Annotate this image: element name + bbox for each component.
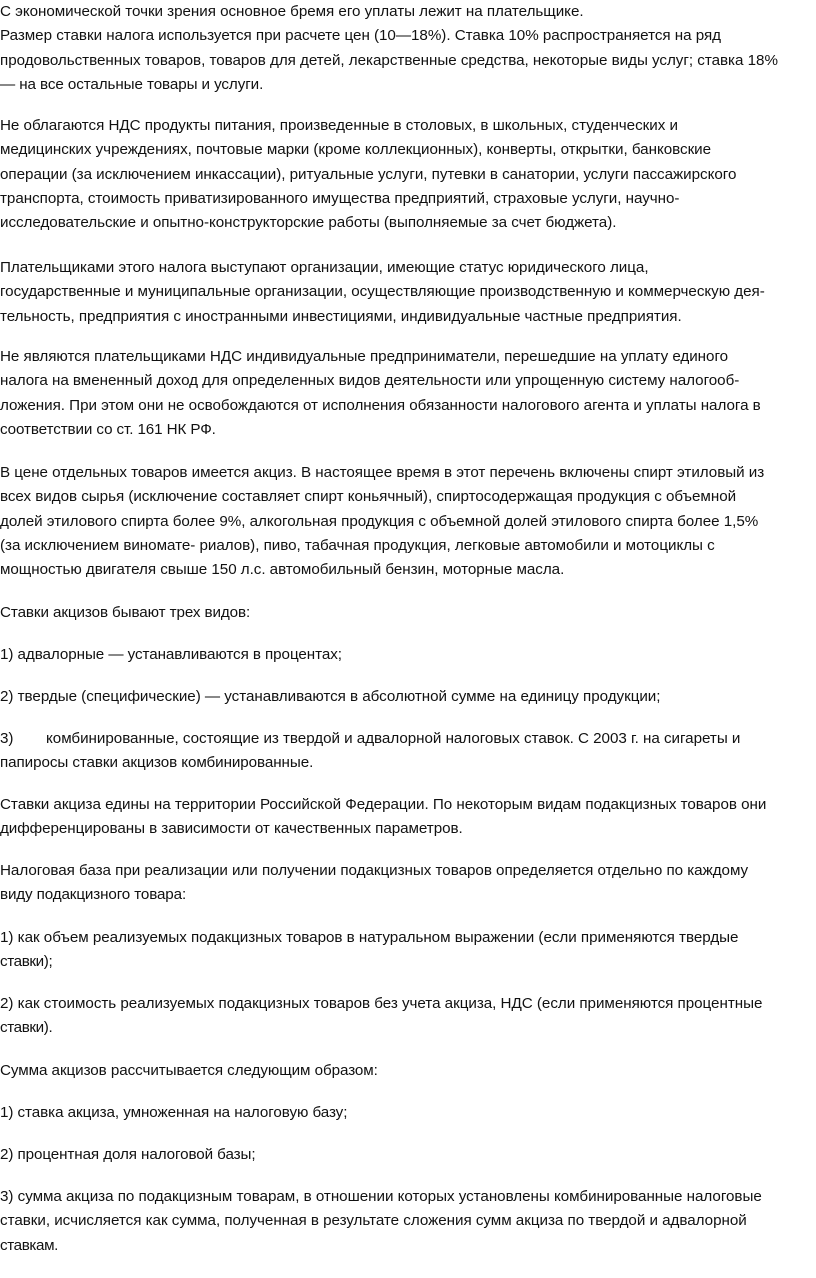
list-item-value bbox=[0, 992, 813, 1041]
text-line: — на все остальные товары и услуги. bbox=[0, 75, 264, 93]
paragraph-excise bbox=[0, 461, 813, 582]
text-line: Плательщиками этого налога выступают организации, имеющие статус юридического лица, bbox=[0, 259, 649, 276]
list-item-combined bbox=[0, 727, 813, 776]
text-line: 3) сумма акциза по подакцизным товарам, в отношении которых установлены комбинированные налоговые bbox=[0, 1188, 762, 1205]
text-line: 2) процентная доля налоговой базы; bbox=[0, 1146, 256, 1163]
text-line: исследовательские и опытно-конструкторские работы (выполняемые за счет бюджета). bbox=[0, 214, 617, 232]
text-line: ложения. При этом они не освобождаются от исполнения обязанности налогового агента и уплаты налога в bbox=[0, 396, 761, 414]
text-line: Сумма акцизов рассчитывается следующим образом: bbox=[0, 1062, 378, 1079]
text-line: Размер ставки налога используется при расчете цен (10—18%). Ставка 10% распространяется на ряд bbox=[0, 27, 721, 45]
text-line: Не являются плательщиками НДС индивидуальные предприниматели, перешедшие на уплату единого bbox=[0, 348, 729, 365]
list-item-percent-share bbox=[0, 1143, 813, 1167]
text-line: ставки). bbox=[0, 1019, 53, 1037]
text-line: налога на вмененный доход для определенных видов деятельности или упрощенную систему налогооб- bbox=[0, 372, 740, 390]
text-line: 1) как объем реализуемых подакцизных товаров в натуральном выражении (если применяются твердые bbox=[0, 929, 739, 946]
text-line: ставки); bbox=[0, 953, 53, 971]
list-item-rate-times-base bbox=[0, 1101, 813, 1125]
text-line: 2) твердые (специфические) — устанавливаются в абсолютной сумме на единицу продукции; bbox=[0, 688, 661, 705]
text-line: мощностью двигателя свыше 150 л.с. автомобильный бензин, моторные масла. bbox=[0, 561, 565, 579]
text-line: ставки, исчисляется как сумма, полученная в результате сложения сумм акциза по твердой и адвалорной bbox=[0, 1212, 747, 1230]
text-line: Ставки акциза едины на территории Российской Федерации. По некоторым видам подакцизных товаров они bbox=[0, 796, 767, 813]
text-line: тельность, предприятия с иностранными инвестициями, индивидуальные частные предприятия. bbox=[0, 307, 682, 325]
text-line: долей этилового спирта более 9%, алкогольная продукция с объемной долей этилового спирта более 1,5% bbox=[0, 512, 759, 530]
list-item-specific bbox=[0, 685, 813, 709]
text-line: соответствии со ст. 161 НК РФ. bbox=[0, 420, 216, 438]
text-line: 2) как стоимость реализуемых подакцизных товаров без учета акциза, НДС (если применяются процентные bbox=[0, 995, 763, 1012]
paragraph-tax-burden bbox=[0, 0, 813, 97]
paragraph-uniform-rates bbox=[0, 793, 813, 842]
text-line: государственные и муниципальные организации, осуществляющие производственную и коммерческую дея- bbox=[0, 283, 765, 301]
text-line: В цене отдельных товаров имеется акциз. В настоящее время в этот перечень включены спирт этиловый из bbox=[0, 464, 765, 481]
list-item-text: комбинированные, состоящие из твердой и адвалорной налоговых ставок. С 2003 г. на сигареты и bbox=[46, 730, 741, 747]
paragraph-vat-exempt bbox=[0, 114, 813, 235]
text-line: виду подакцизного товара: bbox=[0, 886, 187, 904]
text-line: Налоговая база при реализации или получении подакцизных товаров определяется отдельно по каждому bbox=[0, 862, 749, 879]
paragraph-tax-base bbox=[0, 859, 813, 908]
text-line: дифференцированы в зависимости от качественных параметров. bbox=[0, 820, 463, 838]
text-line: ставкам. bbox=[0, 1236, 58, 1254]
paragraph-vat-payers bbox=[0, 256, 813, 329]
text-line: 1) адвалорные — устанавливаются в процентах; bbox=[0, 646, 342, 663]
text-line: 1) ставка акциза, умноженная на налоговую базу; bbox=[0, 1104, 348, 1121]
text-line: продовольственных товаров, товаров для детей, лекарственные средства, некоторые виды услуг; ставка 18% bbox=[0, 51, 778, 69]
text-line: медицинских учреждениях, почтовые марки (кроме коллекционных), конверты, открытки, банковские bbox=[0, 141, 712, 159]
paragraph-non-payers bbox=[0, 345, 813, 442]
text-line: Не облагаются НДС продукты питания, произведенные в столовых, в школьных, студенческих и bbox=[0, 117, 678, 134]
list-number: 3) bbox=[0, 730, 14, 747]
text-line: транспорта, стоимость приватизированного имущества предприятий, страховые услуги, научно- bbox=[0, 189, 680, 207]
list-item-combined-sum bbox=[0, 1185, 813, 1258]
text-line: папиросы ставки акцизов комбинированные. bbox=[0, 754, 314, 772]
text-line: Ставки акцизов бывают трех видов: bbox=[0, 604, 251, 621]
list-item-volume bbox=[0, 926, 813, 975]
text-line: (за исключением виномате- риалов), пиво, табачная продукция, легковые автомобили и мотоциклы с bbox=[0, 536, 715, 554]
paragraph-excise-rate-types bbox=[0, 601, 813, 625]
text-line bbox=[0, 727, 813, 751]
list-item-advalorem bbox=[0, 643, 813, 667]
paragraph-excise-calculation bbox=[0, 1059, 813, 1083]
text-line: С экономической точки зрения основное бремя его уплаты лежит на плательщике. bbox=[0, 3, 584, 20]
text-line: операции (за исключением инкассации), ритуальные услуги, путевки в санатории, услуги пассажирского bbox=[0, 165, 737, 183]
text-line: всех видов сырья (исключение составляет спирт коньячный), спиртосодержащая продукция с объемной bbox=[0, 488, 737, 506]
